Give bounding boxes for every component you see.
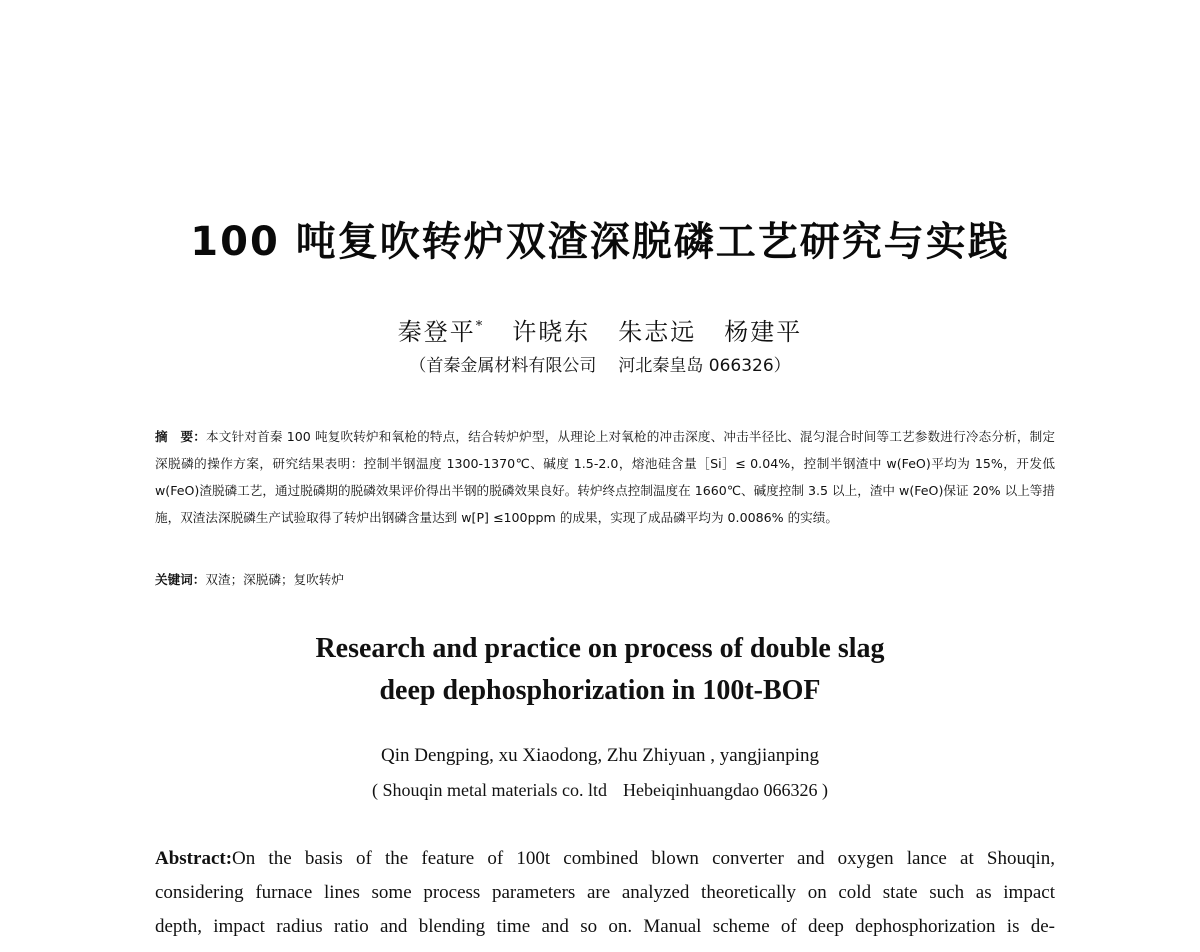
english-affiliation xyxy=(0,780,1200,801)
author-1: 秦登平 xyxy=(397,318,476,346)
chinese-affiliation xyxy=(0,351,1200,376)
english-affiliation-location: Hebeiqinhuangdao 066326 ) xyxy=(623,780,828,800)
english-authors: Qin Dengping, xu Xiaodong, Zhu Zhiyuan , yangjianping xyxy=(381,745,819,766)
english-title-line-2: deep dephosphorization in 100t-BOF xyxy=(379,675,821,706)
english-title-line-1: Research and practice on process of double slag xyxy=(315,633,885,664)
author-4: 杨建平 xyxy=(724,318,803,346)
author-3: 朱志远 xyxy=(618,318,697,346)
chinese-abstract-text: 本文针对首秦 100 吨复吹转炉和氧枪的特点，结合转炉炉型，从理论上对氧枪的冲击深度、冲击半径比、混匀混合时间等工艺参数进行冷态分析，制定深脱磷的操作方案，研究结果表明：控制半钢温度 1300-1370℃、碱度 1.5-2.0，熔池硅含量［Si］≤ 0.04%，控制半钢渣中 w(FeO)平均为 15%，开发低 w(FeO)渣脱磷工艺，通过脱磷期的脱磷效果评价得出半钢的脱磷效果良好。转炉终点控制温度在 1660℃、碱度控制 3.5 以上，渣中 w(FeO)保证 20% 以上等措施，双渣法深脱磷生产试验取得了转炉出钢磷含量达到 w[P] ≤100ppm 的成果，实现了成品磷平均为 0.0086% 的实绩。 xyxy=(155,429,1055,525)
affiliation-location: 河北秦皇岛 066326） xyxy=(618,356,791,376)
chinese-keywords xyxy=(155,566,1055,593)
english-abstract xyxy=(155,842,1055,944)
english-abstract-line-1 xyxy=(155,842,1055,876)
chinese-keywords-label: 关键词： xyxy=(155,572,206,587)
chinese-abstract-label: 摘 要： xyxy=(155,429,207,444)
english-abstract-text-1: On the basis of the feature of 100t combined blown converter and oxygen lance at Shouqin, xyxy=(232,848,1055,869)
chinese-authors xyxy=(0,312,1200,347)
chinese-keywords-text: 双渣；深脱磷；复吹转炉 xyxy=(205,572,344,587)
english-abstract-line-3: depth, impact radius ratio and blending time and so on. Manual scheme of deep dephosphorization is de- xyxy=(155,916,1055,937)
affiliation-org: （首秦金属材料有限公司 xyxy=(409,356,597,376)
chinese-title: 100 吨复吹转炉双渣深脱磷工艺研究与实践 xyxy=(190,219,1010,265)
author-2: 许晓东 xyxy=(512,318,591,346)
corresponding-author-mark: * xyxy=(475,319,485,334)
english-abstract-line-2: considering furnace lines some process parameters are analyzed theoretically on cold state such as impact xyxy=(155,882,1055,903)
chinese-abstract xyxy=(155,423,1055,531)
english-title xyxy=(0,628,1200,712)
english-abstract-label: Abstract: xyxy=(155,848,233,869)
english-affiliation-org: ( Shouqin metal materials co. ltd xyxy=(372,780,607,800)
